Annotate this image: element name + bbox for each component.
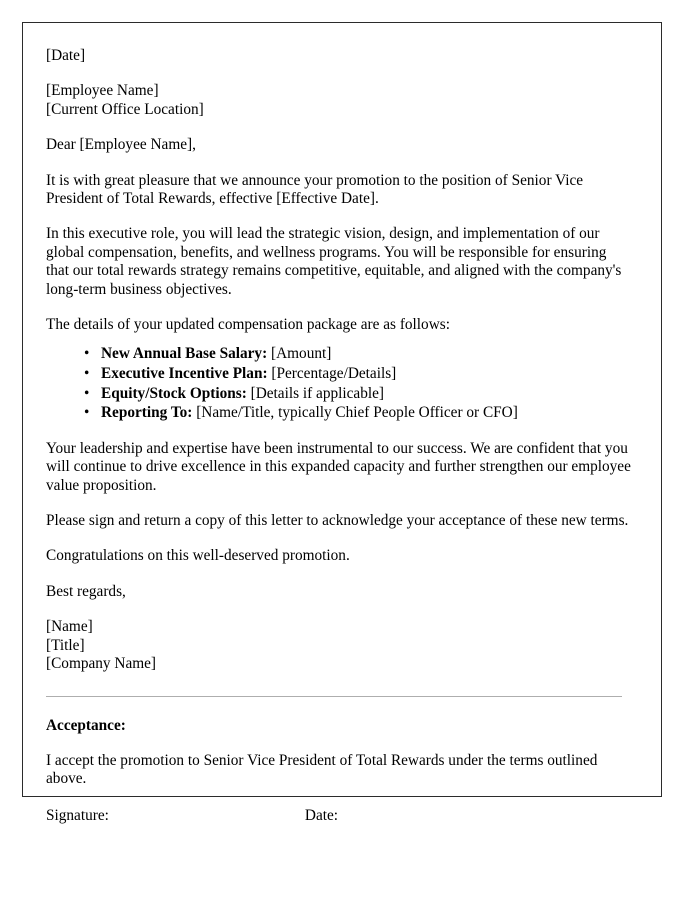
compensation-item-value: [Amount]	[271, 345, 332, 363]
sender-title: [Title]	[46, 636, 85, 654]
paragraph-appreciation: Your leadership and expertise have been instrumental to our success. We are confident that you will continue to drive excellence in this expanded capacity and further strengthen our employee value proposition.	[46, 439, 631, 494]
compensation-item-value: [Details if applicable]	[250, 384, 384, 402]
compensation-list	[46, 344, 631, 422]
paragraph-role-description: In this executive role, you will lead the strategic vision, design, and implementation of our global compensation, benefits, and wellness programs. You will be responsible for ensuring that our total rewards strategy remains competitive, equitable, and aligned with the company's long-term business objectives.	[46, 225, 622, 298]
sender-name: [Name]	[46, 618, 93, 636]
paragraph-compensation-intro: The details of your updated compensation package are as follows:	[46, 316, 450, 334]
acceptance-statement: I accept the promotion to Senior Vice President of Total Rewards under the terms outlined above.	[46, 751, 598, 788]
compensation-item-label: Executive Incentive Plan:	[101, 365, 268, 383]
signature-label: Signature:	[46, 806, 109, 824]
document-body	[23, 23, 661, 825]
compensation-item-label: Equity/Stock Options:	[101, 384, 247, 402]
section-divider	[46, 696, 622, 697]
valediction: Best regards,	[46, 582, 126, 600]
document-page	[22, 22, 662, 824]
date-label: Date:	[304, 806, 339, 824]
acceptance-heading: Acceptance:	[46, 716, 126, 734]
list-item	[84, 364, 631, 384]
acceptance-signature-row	[46, 807, 631, 825]
compensation-item-label: New Annual Base Salary:	[101, 345, 268, 363]
compensation-item-value: [Name/Title, typically Chief People Officer or CFO]	[196, 404, 518, 422]
list-item	[84, 384, 631, 404]
date-line: [Date]	[46, 47, 86, 64]
paragraph-congratulations: Congratulations on this well-deserved promotion.	[46, 547, 350, 565]
paragraph-sign-and-return: Please sign and return a copy of this letter to acknowledge your acceptance of these new terms.	[46, 512, 629, 530]
paragraph-announcement: It is with great pleasure that we announce your promotion to the position of Senior Vice President of Total Rewards, effective [Effective Date].	[46, 171, 584, 208]
sender-company: [Company Name]	[46, 655, 157, 673]
sender-signature-block	[46, 618, 631, 673]
compensation-item-value: [Percentage/Details]	[271, 365, 397, 383]
salutation: Dear [Employee Name],	[46, 136, 196, 154]
recipient-name-line: [Employee Name]	[46, 82, 159, 100]
list-item	[84, 403, 631, 423]
recipient-location-line: [Current Office Location]	[46, 100, 204, 118]
list-item	[84, 344, 631, 364]
compensation-item-label: Reporting To:	[101, 404, 193, 422]
recipient-address-block	[46, 82, 631, 119]
